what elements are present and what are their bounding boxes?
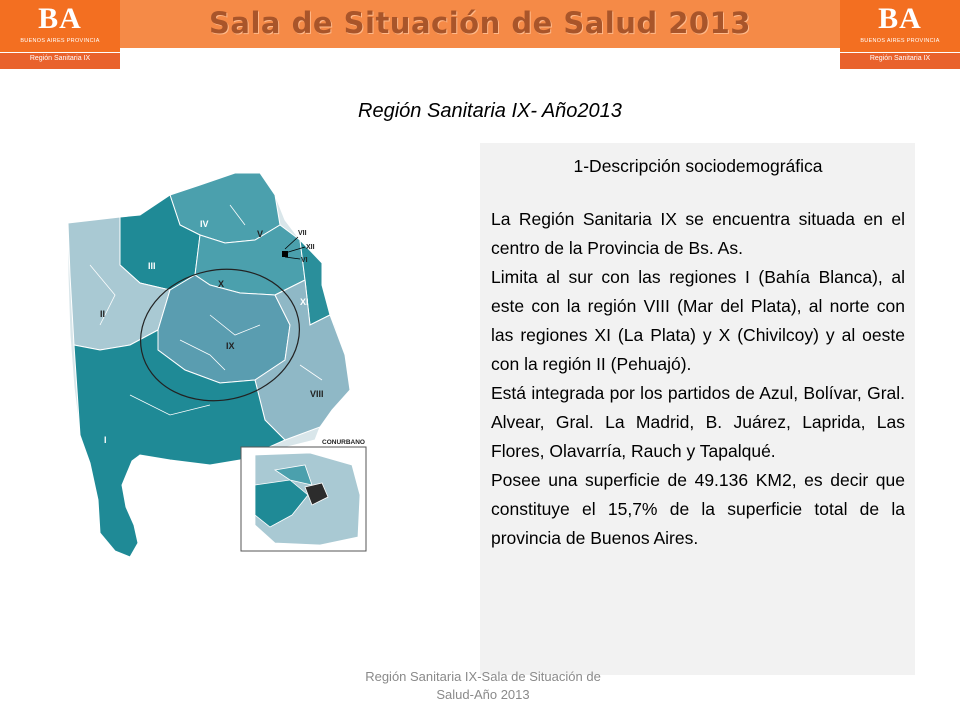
map-label: VII [298, 230, 307, 237]
map-label: IX [226, 341, 235, 351]
description-panel [480, 143, 915, 675]
map-label: XII [306, 244, 315, 251]
inset-title: CONURBANO [322, 439, 365, 446]
map-label: VI [301, 257, 308, 264]
logo-region-label: Región Sanitaria IX [29, 55, 91, 62]
map-label: V [257, 229, 264, 239]
map-label: VIII [310, 389, 324, 399]
section-subtitle: Región Sanitaria IX- Año2013 [358, 100, 622, 122]
header-bar [0, 0, 960, 48]
description-title: 1-Descripción sociodemográfica [573, 156, 823, 176]
region-map [60, 165, 400, 565]
footer-line: Salud-Año 2013 [436, 687, 530, 702]
logo-region-label: Región Sanitaria IX [869, 55, 931, 62]
description-paragraph: Posee una superficie de 49.136 KM2, es decir que constituye el 15,7% de la superficie total de la provincia de Buenos Aires. [491, 470, 905, 548]
map-label: III [148, 261, 156, 271]
map-label: XI [300, 297, 309, 307]
description-paragraph: Está integrada por los partidos de Azul, Bolívar, Gral. Alvear, Gral. La Madrid, B. Juárez, Laprida, Las Flores, Olavarría, Rauch y Tapalqué. [491, 383, 905, 461]
description-paragraph: Limita al sur con las regiones I (Bahía Blanca), al este con la región VIII (Mar del Plata), al norte con las regiones XI (La Plata) y X (Chivilcoy) y al oeste con la región II (Pehuajó). [491, 267, 905, 374]
map-label: IV [200, 219, 209, 229]
logo-right [840, 0, 960, 68]
map-label: II [100, 309, 106, 319]
logo-mark: BA [878, 2, 922, 35]
footer-line: Región Sanitaria IX-Sala de Situación de [365, 669, 601, 684]
footer [352, 668, 614, 704]
page-title: Sala de Situación de Salud 2013 [209, 6, 751, 40]
map-inset-conurbano [241, 439, 366, 551]
logo-subtitle: BUENOS AIRES PROVINCIA [20, 38, 100, 44]
map-label: X [218, 279, 225, 289]
map-label: I [104, 435, 107, 445]
logo-subtitle: BUENOS AIRES PROVINCIA [860, 38, 940, 44]
map-marker-capital [282, 251, 288, 257]
logo-mark: BA [38, 2, 82, 35]
logo-left [0, 0, 120, 68]
description-paragraph: La Región Sanitaria IX se encuentra situada en el centro de la Provincia de Bs. As. [491, 209, 905, 258]
